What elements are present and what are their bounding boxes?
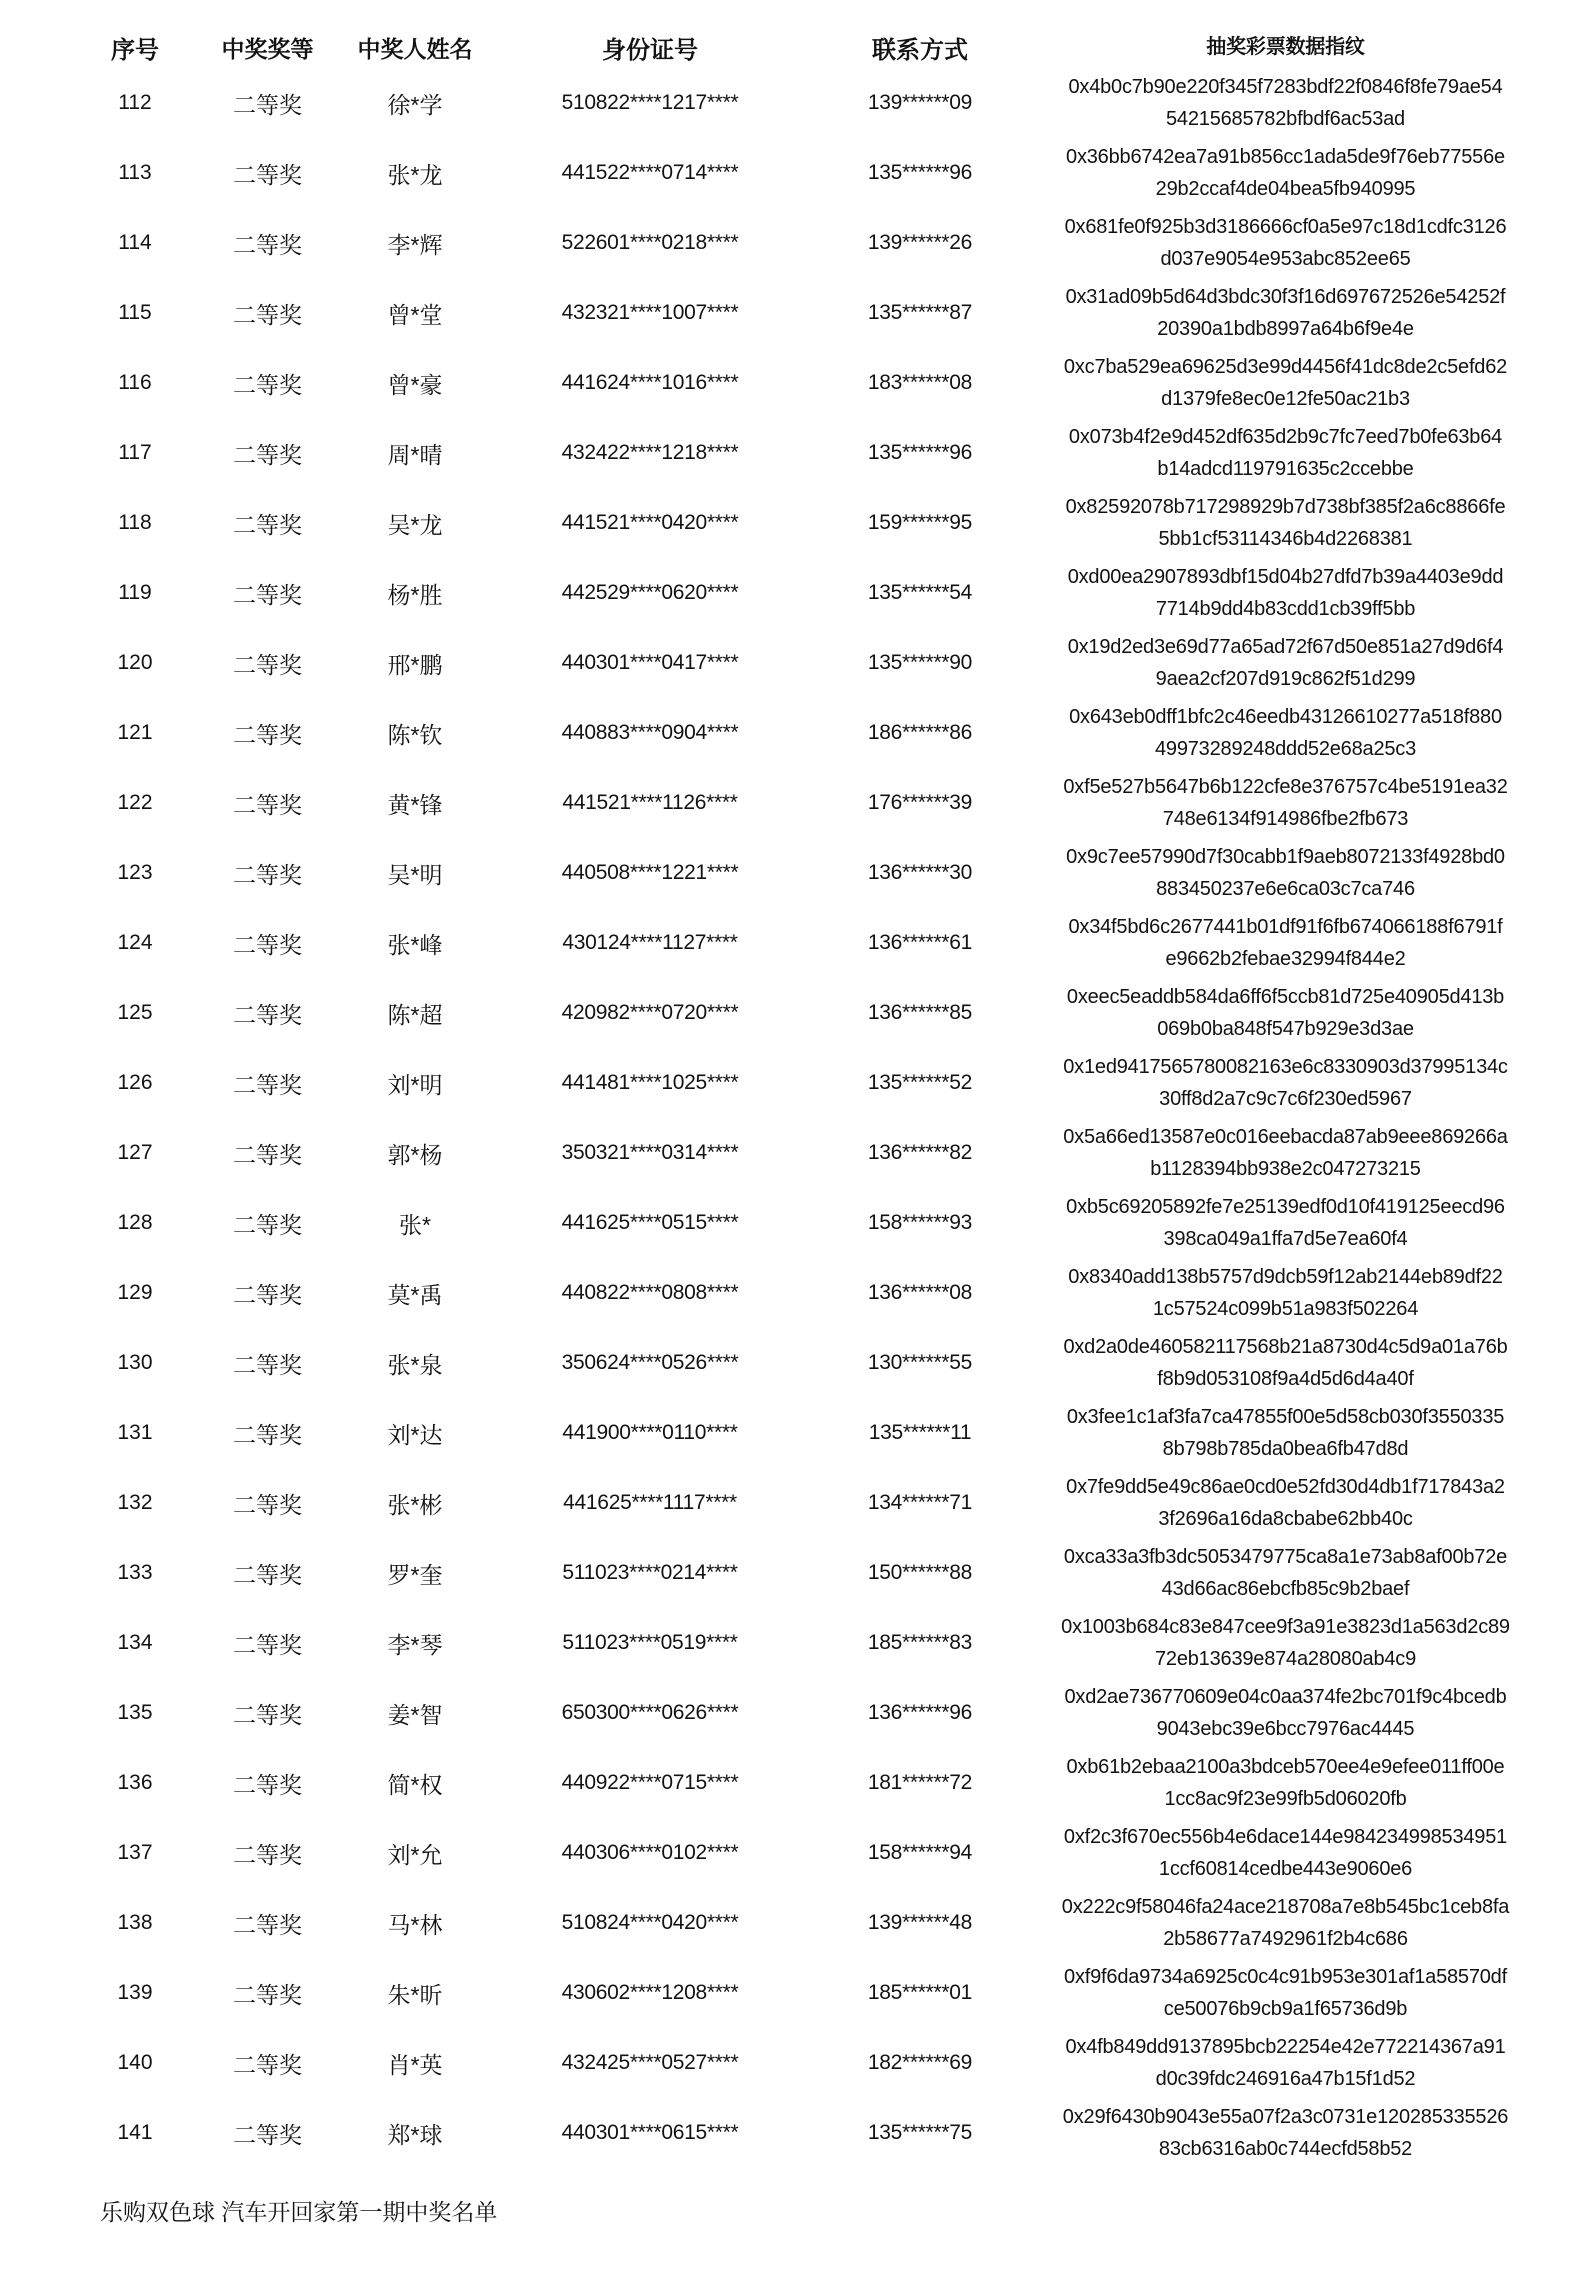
cell-no: 116	[118, 371, 152, 394]
cell-tier: 二等奖	[233, 1631, 302, 1658]
table-row	[0, 488, 1586, 558]
cell-fingerprint	[1045, 1821, 1526, 1885]
cell-contact: 159******95	[867, 511, 973, 534]
cell-name: 肖*英	[387, 2051, 443, 2078]
table-row	[0, 1468, 1586, 1538]
cell-fingerprint	[1045, 491, 1526, 555]
cell-fingerprint	[1045, 1611, 1526, 1675]
cell-name: 吴*明	[387, 861, 443, 888]
cell-tier: 二等奖	[233, 791, 302, 818]
table-row	[0, 2098, 1586, 2168]
cell-name: 张*龙	[387, 161, 443, 188]
cell-no: 141	[117, 2121, 153, 2144]
table-row	[0, 1328, 1586, 1398]
cell-contact: 135******54	[867, 581, 973, 604]
fingerprint-line-1: 0xc7ba529ea69625d3e99d4456f41dc8de2c5efd62	[1063, 356, 1508, 378]
cell-no: 135	[117, 1701, 153, 1724]
cell-fingerprint	[1045, 1891, 1526, 1955]
fingerprint-line-2: 3f2696a16da8cbabe62bb40c	[1158, 1508, 1413, 1530]
fingerprint-line-2: 83cb6316ab0c744ecfd58b52	[1158, 2138, 1413, 2160]
fingerprint-line-2: d0c39fdc246916a47b15f1d52	[1155, 2068, 1416, 2090]
cell-fingerprint	[1045, 1961, 1526, 2025]
fingerprint-line-2: 9aea2cf207d919c862f51d299	[1155, 668, 1416, 690]
fingerprint-line-2: 30ff8d2a7c9c7c6f230ed5967	[1159, 1088, 1412, 1110]
fingerprint-line-2: b1128394bb938e2c047273215	[1150, 1158, 1421, 1180]
cell-contact: 150******88	[867, 1561, 973, 1584]
cell-contact: 183******08	[867, 371, 973, 394]
cell-contact: 136******08	[867, 1281, 973, 1304]
table-row	[0, 838, 1586, 908]
cell-tier: 二等奖	[233, 161, 302, 188]
cell-fingerprint	[1045, 1191, 1526, 1255]
fingerprint-line-1: 0x643eb0dff1bfc2c46eedb43126610277a518f880	[1069, 706, 1502, 728]
cell-fingerprint	[1045, 1121, 1526, 1185]
fingerprint-line-1: 0xb5c69205892fe7e25139edf0d10f419125eecd96	[1066, 1196, 1505, 1218]
cell-tier: 二等奖	[233, 1561, 302, 1588]
cell-fingerprint	[1045, 1681, 1526, 1745]
cell-fingerprint	[1045, 561, 1526, 625]
column-header-id-number: 身份证号	[602, 36, 698, 64]
cell-fingerprint	[1045, 1471, 1526, 1535]
cell-id-number: 522601****0218****	[561, 231, 739, 254]
fingerprint-line-1: 0x3fee1c1af3fa7ca47855f00e5d58cb030f3550335	[1066, 1406, 1505, 1428]
cell-no: 122	[117, 791, 153, 814]
cell-tier: 二等奖	[233, 1701, 302, 1728]
fingerprint-line-2: 1c57524c099b51a983f502264	[1152, 1298, 1419, 1320]
cell-no: 130	[117, 1351, 153, 1374]
cell-tier: 二等奖	[233, 1281, 302, 1308]
cell-id-number: 440922****0715****	[561, 1771, 739, 1794]
cell-no: 125	[117, 1001, 153, 1024]
fingerprint-line-1: 0x681fe0f925b3d3186666cf0a5e97c18d1cdfc3126	[1064, 216, 1507, 238]
cell-fingerprint	[1045, 841, 1526, 905]
cell-no: 114	[118, 231, 152, 254]
fingerprint-line-1: 0x29f6430b9043e55a07f2a3c0731e120285335526	[1062, 2106, 1509, 2128]
fingerprint-line-2: ce50076b9cb9a1f65736d9b	[1163, 1998, 1408, 2020]
cell-id-number: 510822****1217****	[561, 91, 739, 114]
table-row	[0, 1748, 1586, 1818]
cell-id-number: 650300****0626****	[561, 1701, 739, 1724]
cell-fingerprint	[1045, 1541, 1526, 1605]
table-row	[0, 1958, 1586, 2028]
cell-id-number: 430124****1127****	[562, 931, 738, 954]
fingerprint-line-2: 29b2ccaf4de04bea5fb940995	[1155, 178, 1416, 200]
cell-name: 李*辉	[387, 231, 443, 258]
fingerprint-line-1: 0x9c7ee57990d7f30cabb1f9aeb8072133f4928bd0	[1066, 846, 1505, 868]
fingerprint-line-1: 0x5a66ed13587e0c016eebacda87ab9eee869266a	[1063, 1126, 1508, 1148]
fingerprint-line-2: 20390a1bdb8997a64b6f9e4e	[1157, 318, 1414, 340]
fingerprint-line-1: 0x7fe9dd5e49c86ae0cd0e52fd30d4db1f717843a2	[1066, 1476, 1505, 1498]
cell-fingerprint	[1045, 1051, 1526, 1115]
cell-fingerprint	[1045, 421, 1526, 485]
cell-contact: 185******83	[867, 1631, 973, 1654]
cell-fingerprint	[1045, 631, 1526, 695]
cell-no: 126	[117, 1071, 153, 1094]
table-row	[0, 628, 1586, 698]
cell-tier: 二等奖	[233, 1071, 302, 1098]
cell-contact: 139******48	[867, 1911, 973, 1934]
cell-no: 128	[117, 1211, 153, 1234]
fingerprint-line-2: 398ca049a1ffa7d5e7ea60f4	[1163, 1228, 1408, 1250]
cell-tier: 二等奖	[233, 651, 302, 678]
cell-fingerprint	[1045, 1261, 1526, 1325]
table-row	[0, 2028, 1586, 2098]
cell-tier: 二等奖	[233, 1211, 302, 1238]
cell-name: 李*琴	[387, 1631, 443, 1658]
cell-id-number: 441521****0420****	[561, 511, 739, 534]
cell-id-number: 350624****0526****	[561, 1351, 739, 1374]
cell-contact: 186******86	[867, 721, 973, 744]
table-row	[0, 348, 1586, 418]
table-row	[0, 768, 1586, 838]
cell-id-number: 440301****0417****	[561, 651, 739, 674]
cell-id-number: 511023****0214****	[562, 1561, 738, 1584]
cell-id-number: 441624****1016****	[561, 371, 739, 394]
cell-id-number: 441481****1025****	[561, 1071, 739, 1094]
cell-name: 莫*禹	[387, 1281, 443, 1308]
cell-tier: 二等奖	[233, 511, 302, 538]
cell-contact: 135******96	[867, 441, 973, 464]
cell-fingerprint	[1045, 71, 1526, 135]
table-row	[0, 1188, 1586, 1258]
cell-id-number: 441625****0515****	[561, 1211, 739, 1234]
cell-tier: 二等奖	[233, 301, 302, 328]
cell-id-number: 432321****1007****	[561, 301, 739, 324]
cell-tier: 二等奖	[233, 371, 302, 398]
cell-no: 139	[117, 1981, 153, 2004]
cell-tier: 二等奖	[233, 1771, 302, 1798]
cell-fingerprint	[1045, 211, 1526, 275]
column-header-contact: 联系方式	[872, 36, 968, 64]
cell-fingerprint	[1045, 351, 1526, 415]
fingerprint-line-1: 0xd00ea2907893dbf15d04b27dfd7b39a4403e9dd	[1067, 566, 1504, 588]
cell-contact: 136******61	[867, 931, 973, 954]
column-header-tier: 中奖奖等	[221, 35, 314, 62]
fingerprint-line-1: 0xeec5eaddb584da6ff6f5ccb81d725e40905d413b	[1066, 986, 1505, 1008]
column-header-no: 序号	[111, 36, 159, 64]
fingerprint-line-1: 0xf2c3f670ec556b4e6dace144e984234998534951	[1063, 1826, 1508, 1848]
cell-tier: 二等奖	[233, 2121, 302, 2148]
fingerprint-line-1: 0xf9f6da9734a6925c0c4c91b953e301af1a58570df	[1064, 1966, 1507, 1988]
cell-id-number: 510824****0420****	[561, 1911, 739, 1934]
cell-name: 张*峰	[387, 931, 443, 958]
cell-fingerprint	[1045, 1331, 1526, 1395]
table-row	[0, 1118, 1586, 1188]
cell-no: 121	[117, 721, 153, 744]
cell-contact: 158******93	[867, 1211, 973, 1234]
cell-no: 118	[118, 511, 152, 534]
cell-contact: 135******87	[867, 301, 973, 324]
cell-fingerprint	[1045, 141, 1526, 205]
cell-no: 132	[117, 1491, 153, 1514]
cell-contact: 135******75	[867, 2121, 973, 2144]
table-body	[0, 68, 1586, 2168]
fingerprint-line-1: 0xd2a0de460582117568b21a8730d4c5d9a01a76b	[1063, 1336, 1508, 1358]
cell-name: 郭*杨	[387, 1141, 443, 1168]
cell-tier: 二等奖	[233, 2051, 302, 2078]
cell-name: 姜*智	[387, 1701, 443, 1728]
cell-contact: 135******96	[867, 161, 973, 184]
cell-id-number: 441522****0714****	[561, 161, 739, 184]
cell-tier: 二等奖	[233, 231, 302, 258]
fingerprint-line-1: 0x19d2ed3e69d77a65ad72f67d50e851a27d9d6f4	[1067, 636, 1504, 658]
cell-name: 邢*鹏	[387, 651, 443, 678]
fingerprint-line-2: 49973289248ddd52e68a25c3	[1154, 738, 1417, 760]
cell-no: 112	[118, 91, 152, 114]
cell-no: 138	[117, 1911, 153, 1934]
fingerprint-line-2: 9043ebc39e6bcc7976ac4445	[1156, 1718, 1415, 1740]
cell-no: 127	[117, 1141, 153, 1164]
cell-id-number: 420982****0720****	[561, 1001, 739, 1024]
cell-contact: 139******26	[867, 231, 973, 254]
fingerprint-line-2: 1ccf60814cedbe443e9060e6	[1158, 1858, 1413, 1880]
cell-name: 张*彬	[387, 1491, 443, 1518]
fingerprint-line-2: b14adcd119791635c2ccebbe	[1157, 458, 1414, 480]
fingerprint-line-2: e9662b2febae32994f844e2	[1165, 948, 1406, 970]
cell-no: 124	[117, 931, 153, 954]
cell-fingerprint	[1045, 981, 1526, 1045]
fingerprint-line-1: 0x4b0c7b90e220f345f7283bdf22f0846f8fe79ae54	[1068, 76, 1503, 98]
cell-fingerprint	[1045, 2101, 1526, 2165]
table-row	[0, 278, 1586, 348]
cell-tier: 二等奖	[233, 931, 302, 958]
table-row	[0, 558, 1586, 628]
cell-contact: 158******94	[867, 1841, 973, 1864]
cell-id-number: 440306****0102****	[561, 1841, 739, 1864]
cell-id-number: 511023****0519****	[562, 1631, 738, 1654]
cell-no: 129	[117, 1281, 153, 1304]
table-header-row	[0, 26, 1586, 68]
fingerprint-line-2: 069b0ba848f547b929e3d3ae	[1157, 1018, 1414, 1040]
fingerprint-line-1: 0x31ad09b5d64d3bdc30f3f16d697672526e54252f	[1065, 286, 1506, 308]
cell-tier: 二等奖	[233, 441, 302, 468]
column-header-fingerprint: 抽奖彩票数据指纹	[1206, 36, 1365, 58]
fingerprint-line-2: 748e6134f914986fbe2fb673	[1162, 808, 1409, 830]
cell-no: 136	[117, 1771, 153, 1794]
cell-no: 140	[117, 2051, 153, 2074]
cell-name: 陈*钦	[387, 721, 443, 748]
cell-contact: 136******96	[867, 1701, 973, 1724]
table-row	[0, 208, 1586, 278]
cell-fingerprint	[1045, 281, 1526, 345]
fingerprint-line-1: 0xf5e527b5647b6b122cfe8e376757c4be5191ea32	[1063, 776, 1508, 798]
cell-tier: 二等奖	[233, 721, 302, 748]
cell-contact: 134******71	[867, 1491, 973, 1514]
cell-tier: 二等奖	[233, 861, 302, 888]
cell-contact: 182******69	[867, 2051, 973, 2074]
fingerprint-line-1: 0x222c9f58046fa24ace218708a7e8b545bc1ceb8fa	[1061, 1896, 1510, 1918]
cell-id-number: 432422****1218****	[561, 441, 739, 464]
fingerprint-line-1: 0xd2ae736770609e04c0aa374fe2bc701f9c4bcedb	[1064, 1686, 1507, 1708]
cell-name: 简*权	[387, 1771, 443, 1798]
fingerprint-line-1: 0x8340add138b5757d9dcb59f12ab2144eb89df22	[1068, 1266, 1503, 1288]
cell-no: 120	[117, 651, 153, 674]
table-row	[0, 1888, 1586, 1958]
table-row	[0, 908, 1586, 978]
cell-contact: 130******55	[867, 1351, 973, 1374]
fingerprint-line-2: 54215685782bfbdf6ac53ad	[1166, 108, 1405, 130]
cell-name: 朱*昕	[387, 1981, 443, 2008]
cell-name: 刘*明	[387, 1071, 443, 1098]
cell-name: 周*晴	[387, 441, 443, 468]
cell-tier: 二等奖	[233, 1141, 302, 1168]
fingerprint-line-2: 5bb1cf53114346b4d2268381	[1158, 528, 1413, 550]
cell-tier: 二等奖	[233, 1421, 302, 1448]
table-row	[0, 1398, 1586, 1468]
fingerprint-line-2: 2b58677a7492961f2b4c686	[1163, 1928, 1408, 1950]
cell-name: 罗*奎	[387, 1561, 443, 1588]
table-row	[0, 68, 1586, 138]
cell-no: 117	[118, 441, 152, 464]
cell-contact: 136******85	[867, 1001, 973, 1024]
table-row	[0, 698, 1586, 768]
cell-contact: 135******90	[867, 651, 973, 674]
cell-name: 吴*龙	[387, 511, 443, 538]
cell-name: 张*泉	[387, 1351, 443, 1378]
cell-fingerprint	[1045, 911, 1526, 975]
cell-id-number: 442529****0620****	[561, 581, 739, 604]
cell-no: 137	[117, 1841, 153, 1864]
cell-no: 119	[118, 581, 152, 604]
cell-tier: 二等奖	[233, 581, 302, 608]
cell-id-number: 432425****0527****	[561, 2051, 739, 2074]
cell-contact: 136******82	[867, 1141, 973, 1164]
table-row	[0, 418, 1586, 488]
cell-name: 曾*豪	[387, 371, 443, 398]
cell-fingerprint	[1045, 771, 1526, 835]
cell-no: 133	[117, 1561, 153, 1584]
fingerprint-line-1: 0x1ed9417565780082163e6c8330903d37995134c	[1063, 1056, 1508, 1078]
cell-contact: 185******01	[867, 1981, 973, 2004]
fingerprint-line-2: 8b798b785da0bea6fb47d8d	[1162, 1438, 1409, 1460]
cell-contact: 135******11	[868, 1421, 972, 1444]
cell-id-number: 441521****1126****	[562, 791, 738, 814]
cell-no: 123	[117, 861, 153, 884]
cell-id-number: 440508****1221****	[561, 861, 739, 884]
winners-table	[0, 26, 1586, 2168]
cell-id-number: 430602****1208****	[561, 1981, 739, 2004]
cell-id-number: 441900****0110****	[562, 1421, 738, 1444]
cell-tier: 二等奖	[233, 1981, 302, 2008]
fingerprint-line-2: 7714b9dd4b83cdd1cb39ff5bb	[1155, 598, 1416, 620]
cell-contact: 181******72	[867, 1771, 973, 1794]
fingerprint-line-1: 0x1003b684c83e847cee9f3a91e3823d1a563d2c89	[1061, 1616, 1510, 1638]
cell-tier: 二等奖	[233, 1491, 302, 1518]
fingerprint-line-2: 883450237e6e6ca03c7ca746	[1156, 878, 1415, 900]
column-header-name: 中奖人姓名	[357, 35, 473, 62]
table-row	[0, 1678, 1586, 1748]
cell-contact: 176******39	[867, 791, 973, 814]
cell-id-number: 440301****0615****	[561, 2121, 739, 2144]
cell-id-number: 441625****1117****	[563, 1491, 737, 1514]
fingerprint-line-1: 0xb61b2ebaa2100a3bdceb570ee4e9efee011ff00e	[1066, 1756, 1505, 1778]
fingerprint-line-1: 0x073b4f2e9d452df635d2b9c7fc7eed7b0fe63b64	[1068, 426, 1503, 448]
cell-no: 115	[118, 301, 152, 324]
cell-name: 杨*胜	[387, 581, 443, 608]
cell-name: 郑*球	[387, 2121, 443, 2148]
fingerprint-line-1: 0x4fb849dd9137895bcb22254e42e772214367a91	[1065, 2036, 1506, 2058]
fingerprint-line-2: 72eb13639e874a28080ab4c9	[1154, 1648, 1417, 1670]
table-row	[0, 138, 1586, 208]
fingerprint-line-2: 1cc8ac9f23e99fb5d06020fb	[1164, 1788, 1407, 1810]
cell-name: 徐*学	[387, 91, 443, 118]
cell-fingerprint	[1045, 1751, 1526, 1815]
cell-name: 曾*堂	[387, 301, 443, 328]
table-row	[0, 1048, 1586, 1118]
table-row	[0, 1608, 1586, 1678]
fingerprint-line-2: d037e9054e953abc852ee65	[1160, 248, 1411, 270]
cell-fingerprint	[1045, 701, 1526, 765]
fingerprint-line-2: f8b9d053108f9a4d5d6d4a40f	[1157, 1368, 1414, 1390]
cell-tier: 二等奖	[233, 1911, 302, 1938]
cell-id-number: 440822****0808****	[561, 1281, 739, 1304]
cell-fingerprint	[1045, 1401, 1526, 1465]
cell-contact: 139******09	[867, 91, 973, 114]
cell-no: 134	[117, 1631, 153, 1654]
table-row	[0, 1258, 1586, 1328]
cell-contact: 136******30	[867, 861, 973, 884]
cell-name: 陈*超	[387, 1001, 443, 1028]
footer-caption: 乐购双色球 汽车开回家第一期中奖名单	[100, 2199, 498, 2225]
table-row	[0, 1818, 1586, 1888]
fingerprint-line-1: 0x82592078b717298929b7d738bf385f2a6c8866fe	[1065, 496, 1506, 518]
cell-name: 黄*锋	[387, 791, 443, 818]
table-row	[0, 1538, 1586, 1608]
cell-tier: 二等奖	[233, 1841, 302, 1868]
cell-name: 刘*达	[387, 1421, 443, 1448]
cell-name: 张*	[399, 1211, 431, 1238]
cell-name: 刘*允	[387, 1841, 443, 1868]
fingerprint-line-1: 0x34f5bd6c2677441b01df91f6fb674066188f6791f	[1068, 916, 1503, 938]
fingerprint-line-1: 0xca33a3fb3dc5053479775ca8a1e73ab8af00b72e	[1063, 1546, 1508, 1568]
cell-name: 马*林	[387, 1911, 443, 1938]
cell-id-number: 350321****0314****	[561, 1141, 739, 1164]
cell-tier: 二等奖	[233, 1351, 302, 1378]
table-row	[0, 978, 1586, 1048]
cell-tier: 二等奖	[233, 1001, 302, 1028]
cell-no: 113	[118, 161, 152, 184]
cell-id-number: 440883****0904****	[561, 721, 739, 744]
fingerprint-line-2: 43d66ac86ebcfb85c9b2baef	[1161, 1578, 1410, 1600]
cell-no: 131	[117, 1421, 153, 1444]
fingerprint-line-2: d1379fe8ec0e12fe50ac21b3	[1161, 388, 1410, 410]
cell-tier: 二等奖	[233, 91, 302, 118]
cell-contact: 135******52	[867, 1071, 973, 1094]
fingerprint-line-1: 0x36bb6742ea7a91b856cc1ada5de9f76eb77556e	[1066, 146, 1505, 168]
cell-fingerprint	[1045, 2031, 1526, 2095]
